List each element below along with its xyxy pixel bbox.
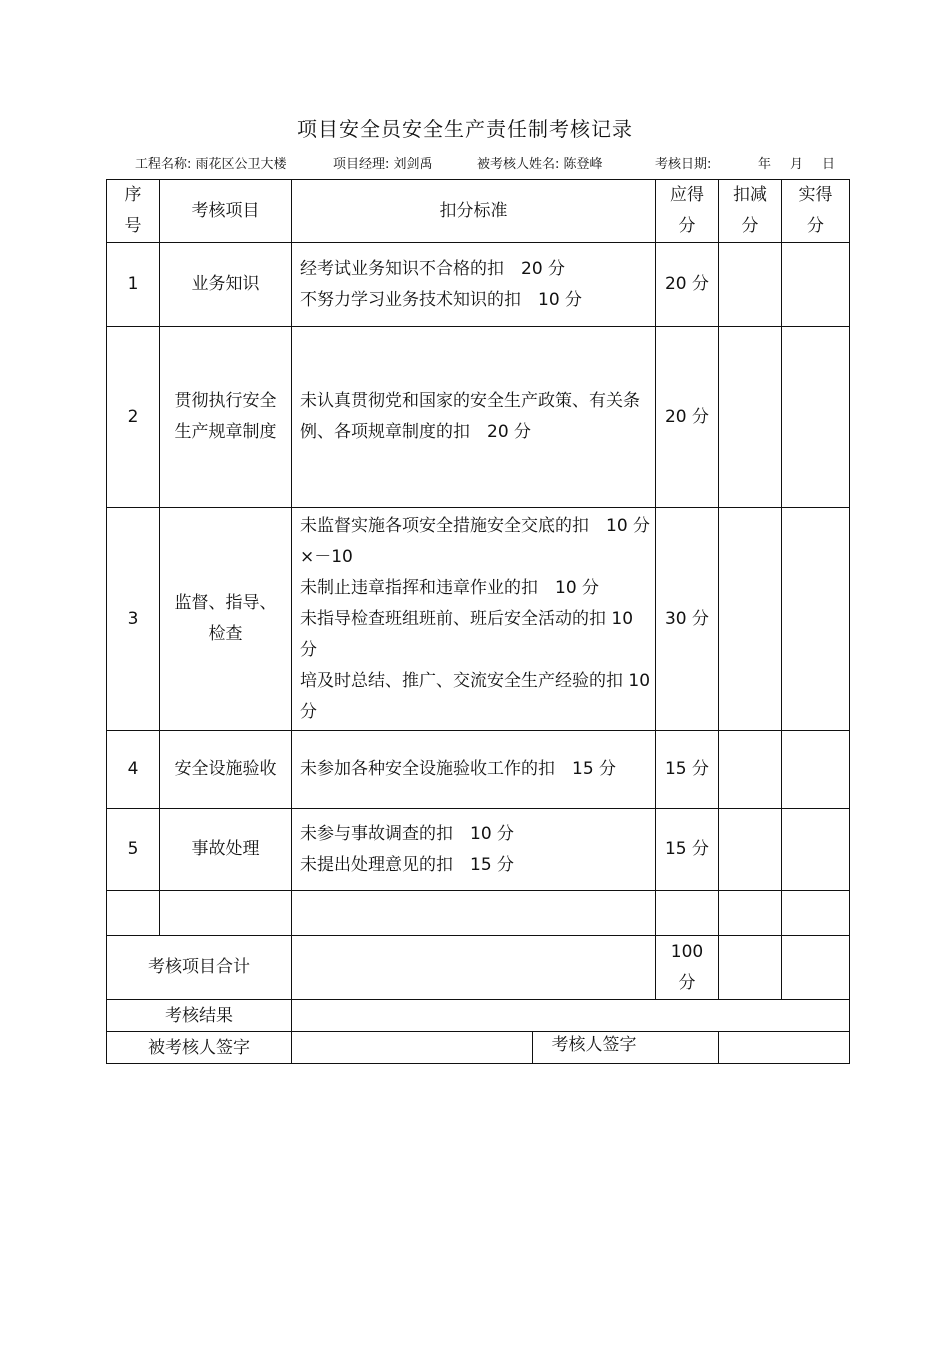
row-number: 5 (107, 809, 160, 891)
row-item: 业务知识 (160, 243, 292, 327)
empty-cell[interactable] (292, 891, 656, 936)
row-deduction-cell[interactable] (719, 731, 782, 809)
row-item: 事故处理 (160, 809, 292, 891)
total-label: 考核项目合计 (107, 936, 292, 1000)
row-number: 3 (107, 508, 160, 731)
row-criteria: 未参加各种安全设施验收工作的扣 15 分 (292, 731, 656, 809)
empty-cell[interactable] (160, 891, 292, 936)
row-actual-score-cell[interactable] (782, 809, 850, 891)
project-name: 工程名称: 雨花区公卫大楼 (135, 157, 287, 172)
row-criteria: 未参与事故调查的扣 10 分 未提出处理意见的扣 15 分 (292, 809, 656, 891)
total-criteria-cell[interactable] (292, 936, 656, 1000)
total-row (107, 936, 850, 1000)
table-row (107, 508, 850, 731)
row-full-score: 20 分 (656, 327, 719, 508)
total-full-score: 100 分 (656, 936, 719, 1000)
row-full-score: 15 分 (656, 809, 719, 891)
table-row (107, 327, 850, 508)
assessment-table (106, 179, 850, 1064)
table-row (107, 243, 850, 327)
examiner-signature-cell[interactable] (719, 1032, 850, 1064)
header-actual-score: 实得 分 (782, 180, 850, 243)
row-full-score: 15 分 (656, 731, 719, 809)
header-no: 序 号 (107, 180, 160, 243)
row-number: 1 (107, 243, 160, 327)
result-row (107, 1000, 850, 1032)
empty-cell[interactable] (656, 891, 719, 936)
examinee-signature-cell[interactable] (292, 1032, 719, 1064)
exam-date-label: 考核日期: (655, 157, 712, 172)
empty-cell[interactable] (782, 891, 850, 936)
header-deduction: 扣减 分 (719, 180, 782, 243)
row-number: 4 (107, 731, 160, 809)
date-month: 月 (790, 157, 804, 172)
header-item: 考核项目 (160, 180, 292, 243)
header-full-score: 应得 分 (656, 180, 719, 243)
examiner-signature-label: 考核人签字 (532, 1032, 655, 1063)
row-actual-score-cell[interactable] (782, 731, 850, 809)
date-day: 日 (822, 157, 836, 172)
row-full-score: 30 分 (656, 508, 719, 731)
date-year: 年 (758, 157, 772, 172)
row-deduction-cell[interactable] (719, 243, 782, 327)
project-manager: 项目经理: 刘剑禹 (333, 157, 433, 172)
table-row (107, 809, 850, 891)
total-actual-score-cell[interactable] (782, 936, 850, 1000)
row-full-score: 20 分 (656, 243, 719, 327)
row-number: 2 (107, 327, 160, 508)
row-actual-score-cell[interactable] (782, 327, 850, 508)
row-actual-score-cell[interactable] (782, 508, 850, 731)
signature-row (107, 1032, 850, 1064)
result-value-cell[interactable] (292, 1000, 850, 1032)
row-deduction-cell[interactable] (719, 508, 782, 731)
row-criteria: 未监督实施各项安全措施安全交底的扣 10 分 ×－10 未制止违章指挥和违章作业的扣 10 分 未指导检查班组班前、班后安全活动的扣 10 分 培及时总结、推广、交流安全生产经验的扣 10 分 (292, 508, 656, 731)
row-item: 安全设施验收 (160, 731, 292, 809)
row-actual-score-cell[interactable] (782, 243, 850, 327)
empty-cell[interactable] (107, 891, 160, 936)
row-item: 贯彻执行安全 生产规章制度 (160, 327, 292, 508)
row-item: 监督、指导、 检查 (160, 508, 292, 731)
empty-cell[interactable] (719, 891, 782, 936)
header-criteria: 扣分标准 (292, 180, 656, 243)
header-row (107, 180, 850, 243)
row-criteria: 经考试业务知识不合格的扣 20 分 不努力学习业务技术知识的扣 10 分 (292, 243, 656, 327)
result-label: 考核结果 (107, 1000, 292, 1032)
total-deduction-cell[interactable] (719, 936, 782, 1000)
empty-row (107, 891, 850, 936)
row-deduction-cell[interactable] (719, 809, 782, 891)
examinee-name: 被考核人姓名: 陈登峰 (477, 157, 603, 172)
row-criteria: 未认真贯彻党和国家的安全生产政策、有关条例、各项规章制度的扣 20 分 (292, 327, 656, 508)
row-deduction-cell[interactable] (719, 327, 782, 508)
document-title: 项目安全员安全生产责任制考核记录 (297, 117, 633, 141)
table-row (107, 731, 850, 809)
examinee-signature-label: 被考核人签字 (107, 1032, 292, 1064)
